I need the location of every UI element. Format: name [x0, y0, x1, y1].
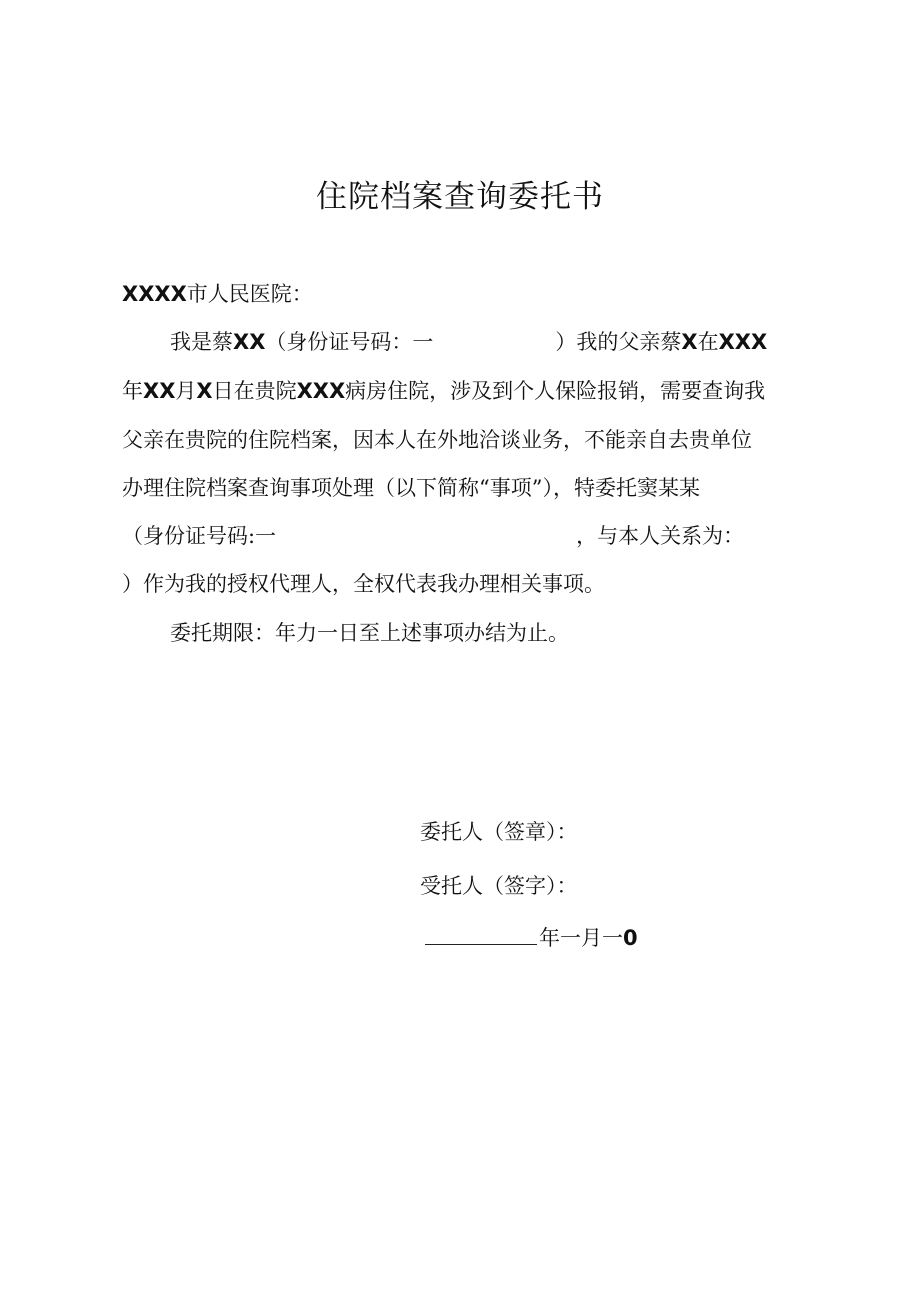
document-title: 住院档案查询委托书 — [316, 179, 604, 215]
text-segment: 我是蔡 — [170, 330, 233, 354]
text-segment: （身份证号码:一 — [122, 524, 277, 548]
date-text: 年一月一 — [539, 926, 623, 950]
name-placeholder: X — [681, 330, 698, 354]
text-segment: ）我的父亲蔡 — [555, 330, 682, 354]
date-digit: 0 — [623, 926, 638, 950]
text-segment: 日在贵院 — [212, 379, 297, 403]
text-segment: （身份证号码：一 — [265, 330, 434, 354]
paragraph1-line4: 办理住院档案查询事项处理（以下简称“事项”），特委托窦某某 — [122, 476, 700, 500]
text-segment: 在 — [697, 330, 719, 354]
agent-signature-label: 受托人（签字）： — [420, 874, 578, 898]
paragraph1-line1 — [170, 325, 767, 359]
principal-signature-label: 委托人（签章）： — [420, 820, 578, 844]
text-segment: 月 — [175, 379, 197, 403]
paragraph1-line6: ）作为我的授权代理人，全权代表我办理相关事项。 — [122, 572, 605, 596]
name-placeholder: XX — [233, 330, 266, 354]
month-placeholder: XX — [143, 379, 176, 403]
signature-date — [425, 921, 638, 955]
paragraph1-line3: 父亲在贵院的住院档案，因本人在外地洽谈业务，不能亲自去贵单位 — [122, 428, 752, 452]
text-segment: 年 — [122, 379, 143, 403]
paragraph1-line5 — [122, 519, 744, 553]
paragraph2-term: 委托期限：年力一日至上述事项办结为止。 — [170, 621, 569, 645]
salutation-suffix: 市人民医院： — [186, 282, 313, 306]
text-segment: ，与本人关系为： — [576, 524, 745, 548]
day-placeholder: X — [196, 379, 213, 403]
hospital-name-placeholder: XXXX — [122, 282, 187, 306]
ward-placeholder: XXX — [296, 379, 346, 403]
paragraph1-line2 — [122, 374, 765, 408]
salutation — [122, 277, 313, 311]
date-blank-underline — [425, 922, 537, 945]
year-placeholder: XXX — [718, 330, 768, 354]
text-segment: 病房住院，涉及到个人保险报销，需要查询我 — [345, 379, 766, 403]
